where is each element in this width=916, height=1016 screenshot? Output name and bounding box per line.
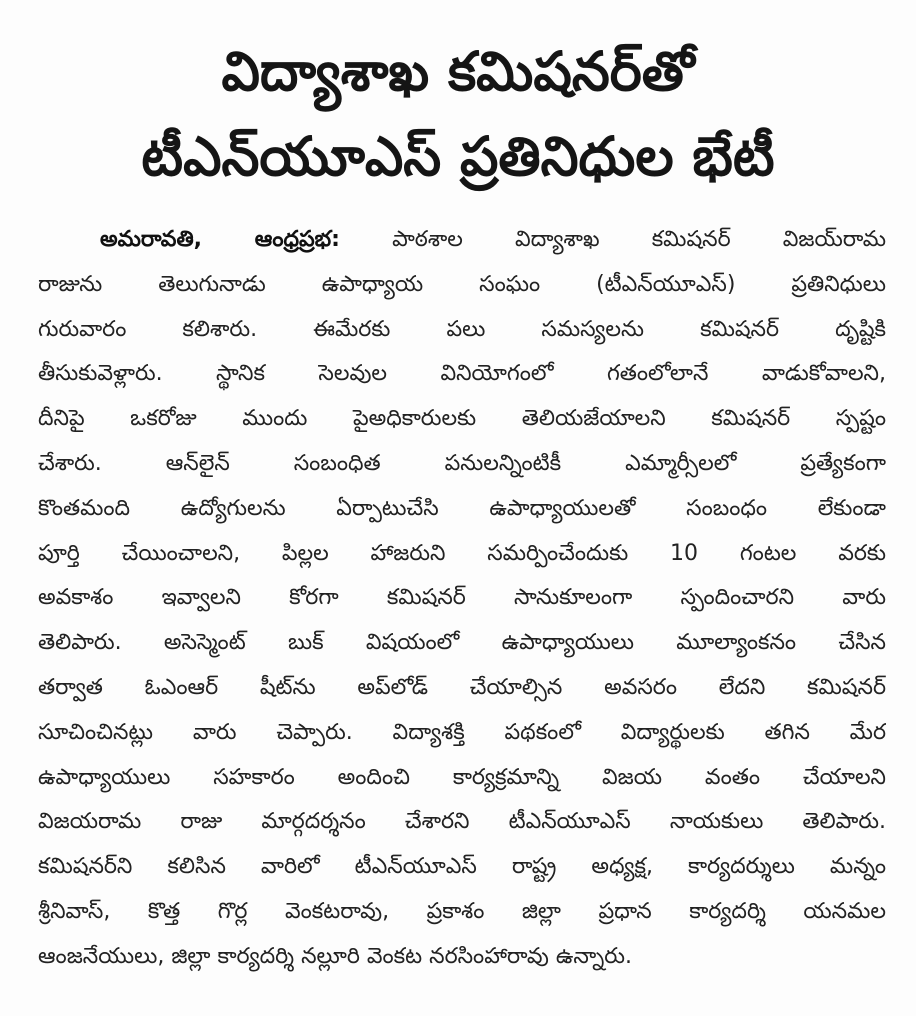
article-line: రాజును తెలుగునాడు ఉపాధ్యాయ సంఘం (టీఎన్‌యూఎస్) ప్రతినిధులు [38, 271, 886, 297]
article-line: అవకాశం ఇవ్వాలని కోరగా కమిషనర్ సానుకూలంగా స్పందించారని వారు [38, 585, 886, 611]
article-line: సూచించినట్లు వారు చెప్పారు. విద్యాశక్తి పథకంలో విద్యార్థులకు తగిన మేర [38, 719, 886, 745]
headline-line-1: విద్యాశాఖ కమిషనర్‌తో [221, 40, 695, 103]
article-body [38, 218, 886, 980]
article-line: పూర్తి చేయించాలని, పిల్లల హాజరుని సమర్పించేందుకు 10 గంటల వరకు [38, 540, 886, 566]
article-line: ఆంజనేయులు, జిల్లా కార్యదర్శి నల్లూరి వెంకట నరసింహారావు ఉన్నారు. [38, 943, 632, 969]
article-line: తర్వాత ఓఎంఆర్ షీట్‌ను అప్‌లోడ్ చేయాల్సిన అవసరం లేదని కమిషనర్ [38, 674, 886, 700]
article-line-text: పాఠశాల విద్యాశాఖ కమిషనర్ విజయ్‌రామ [392, 227, 886, 252]
article-line: దీనిపై ఒకరోజు ముందు పైఅధికారులకు తెలియజేయాలని కమిషనర్ స్పష్టం [38, 406, 886, 432]
headline-line-2: టీఎన్‌యూఎస్ ప్రతినిధుల భేటీ [141, 125, 775, 188]
article-line: విజయరామ రాజు మార్గదర్శనం చేశారని టీఎన్‌యూఎస్ నాయకులు తెలిపారు. [38, 809, 886, 835]
article-line: గురువారం కలిశారు. ఈమేరకు పలు సమస్యలను కమిషనర్ దృష్టికి [38, 316, 886, 342]
article-line: కమిషనర్‌ని కలిసిన వారిలో టీఎన్‌యూఎస్ రాష్ట్ర అధ్యక్ష, కార్యదర్శులు మన్నం [38, 854, 886, 880]
dateline: అమరావతి, ఆంధ్రప్రభ: [100, 227, 340, 252]
article-line: తీసుకువెళ్లారు. స్థానిక సెలవుల వినియోగంలో గతంలోలానే వాడుకోవాలని, [38, 361, 886, 387]
article-line: శ్రీనివాస్, కొత్త గొర్ల వెంకటరావు, ప్రకాశం జిల్లా ప్రధాన కార్యదర్శి యనమల [38, 898, 886, 924]
article-line: చేశారు. ఆన్‌లైన్ సంబంధిత పనులన్నింటికీ ఎమ్మార్సీలలో ప్రత్యేకంగా [38, 450, 886, 476]
article-line: ఉపాధ్యాయులు సహకారం అందించి కార్యక్రమాన్ని విజయ వంతం చేయాలని [38, 764, 886, 790]
article-line: కొంతమంది ఉద్యోగులను ఏర్పాటుచేసి ఉపాధ్యాయులతో సంబంధం లేకుండా [38, 495, 886, 521]
article-line: తెలిపారు. అసెస్మెంట్ బుక్ విషయంలో ఉపాధ్యాయులు మూల్యాంకనం చేసిన [38, 630, 886, 656]
article-line [38, 218, 886, 263]
